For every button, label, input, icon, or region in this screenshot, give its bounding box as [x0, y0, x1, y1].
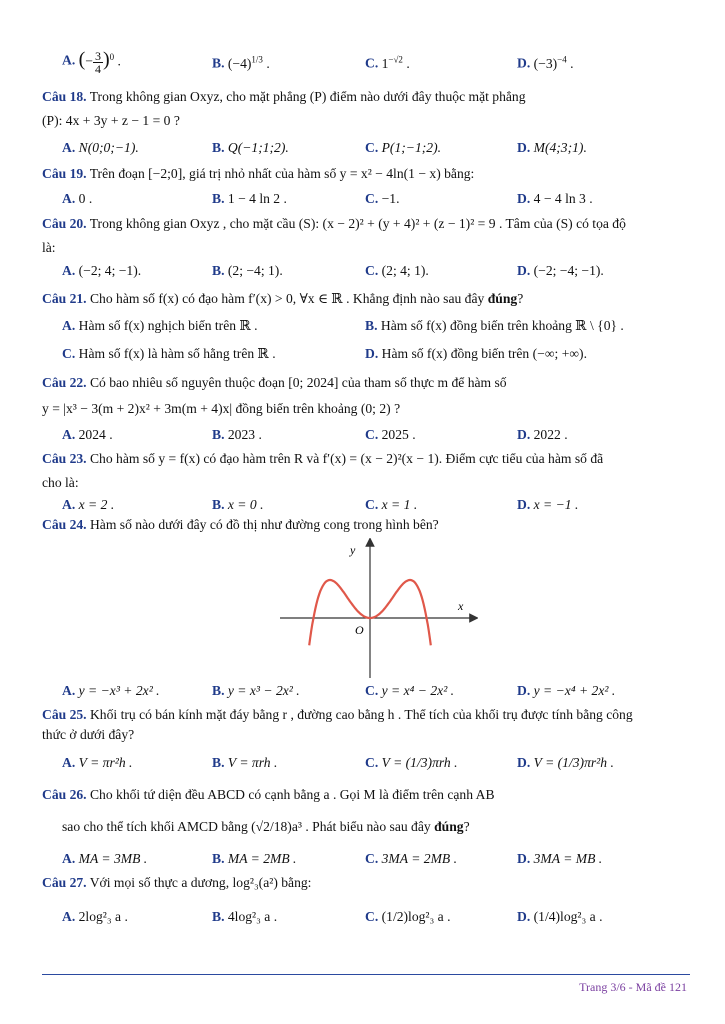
- q24-stem: Câu 24. Hàm số nào dưới đây có đồ thị như đường cong trong hình bên?: [42, 517, 439, 532]
- q22-option-b[interactable]: B. 2023 .: [212, 427, 262, 442]
- q21-option-c[interactable]: C. Hàm số f(x) là hàm số hằng trên ℝ .: [62, 346, 276, 361]
- q17-option-b[interactable]: B. $(-4)^{1/3}$ .: [212, 54, 270, 71]
- q20-stem-2: là:: [42, 240, 56, 255]
- y-axis-label: y: [350, 543, 356, 557]
- q18-option-a[interactable]: A. N(0;0;−1).: [62, 140, 139, 155]
- page-footer: Trang 3/6 - Mã đề 121: [579, 980, 687, 994]
- q26-option-b[interactable]: B. MA = 2MB .: [212, 851, 297, 866]
- q20-stem: Câu 20. Trong không gian Oxyz , cho mặt cầu (S): (x − 2)² + (y + 4)² + (z − 1)² = 9 . Tâm của (S) có tọa độ: [42, 216, 626, 231]
- q18-stem: Câu 18. Trong không gian Oxyz, cho mặt phẳng (P) điểm nào dưới đây thuộc mặt phẳng: [42, 89, 526, 104]
- q22-stem: Câu 22. Có bao nhiêu số nguyên thuộc đoạn [0; 2024] của tham số thực m để hàm số: [42, 375, 507, 390]
- q23-option-b[interactable]: B. x = 0 .: [212, 497, 264, 512]
- q24-graph: [278, 538, 478, 680]
- q23-option-d[interactable]: D. x = −1 .: [517, 497, 579, 512]
- origin-label: O: [355, 623, 364, 637]
- q19-option-a[interactable]: A. 0 .: [62, 191, 93, 206]
- q20-option-a[interactable]: A. (−2; 4; −1).: [62, 263, 142, 278]
- q20-option-d[interactable]: D. (−2; −4; −1).: [517, 263, 604, 278]
- q26-stem: Câu 26. Cho khối tứ diện đều ABCD có cạnh bằng a . Gọi M là điểm trên cạnh AB: [42, 787, 495, 802]
- q26-option-a[interactable]: A. MA = 3MB .: [62, 851, 148, 866]
- q24-option-b[interactable]: B. y = x³ − 2x² .: [212, 683, 300, 698]
- q22-option-d[interactable]: D. 2022 .: [517, 427, 568, 442]
- q22-stem-2: y = |x³ − 3(m + 2)x² + 3m(m + 4)x| đồng biến trên khoảng (0; 2) ?: [42, 401, 401, 416]
- q26-option-d[interactable]: D. 3MA = MB .: [517, 851, 603, 866]
- q25-option-d[interactable]: D. V = (1/3)πr²h .: [517, 755, 614, 770]
- q23-option-c[interactable]: C. x = 1 .: [365, 497, 418, 512]
- q23-stem: Câu 23. Cho hàm số y = f(x) có đạo hàm trên R và f′(x) = (x − 2)²(x − 1). Điểm cực tiểu của hàm số đã: [42, 451, 604, 466]
- q25-option-a[interactable]: A. V = πr²h .: [62, 755, 133, 770]
- q21-stem: Câu 21. Cho hàm số f(x) có đạo hàm f′(x) > 0, ∀x ∈ ℝ . Khẳng định nào sau đây đúng?: [42, 291, 524, 306]
- q21-option-b[interactable]: B. Hàm số f(x) đồng biến trên khoảng ℝ \ {0} .: [365, 318, 624, 333]
- q23-stem-2: cho là:: [42, 475, 79, 490]
- x-axis-label: x: [458, 599, 464, 613]
- q17-option-c[interactable]: C. $1^{-√2}$ .: [365, 54, 410, 71]
- q25-option-c[interactable]: C. V = (1/3)πrh .: [365, 755, 458, 770]
- q24-option-a[interactable]: A. y = −x³ + 2x² .: [62, 683, 160, 698]
- q20-option-b[interactable]: B. (2; −4; 1).: [212, 263, 283, 278]
- q17-option-a-text: (− $\frac{3}{4}$ )$^0$ .: [78, 48, 121, 76]
- q19-option-b[interactable]: B. 1 − 4 ln 2 .: [212, 191, 287, 206]
- q26-option-c[interactable]: C. 3MA = 2MB .: [365, 851, 457, 866]
- q25-stem-2: thức ở dưới đây?: [42, 727, 135, 742]
- q27-option-b[interactable]: B. 4log²₃ a .: [212, 909, 278, 924]
- q19-option-c[interactable]: C. −1.: [365, 191, 400, 206]
- q26-stem-2: sao cho thể tích khối AMCD bằng (√2/18)a³ . Phát biểu nào sau đây đúng?: [62, 819, 470, 834]
- q19-stem: Câu 19. Trên đoạn [−2;0], giá trị nhỏ nhất của hàm số y = x² − 4ln(1 − x) bằng:: [42, 166, 475, 181]
- q27-option-a[interactable]: A. 2log²₃ a .: [62, 909, 128, 924]
- q18-stem-2: (P): 4x + 3y + z − 1 = 0 ?: [42, 113, 180, 128]
- q27-option-c[interactable]: C. (1/2)log²₃ a .: [365, 909, 451, 924]
- footer-divider: [42, 974, 690, 975]
- q17-option-d[interactable]: D. $(-3)^{-4}$ .: [517, 54, 574, 71]
- q27-option-d[interactable]: D. (1/4)log²₃ a .: [517, 909, 603, 924]
- q25-stem: Câu 25. Khối trụ có bán kính mặt đáy bằng r , đường cao bằng h . Thể tích của khối trụ được tính bằng công: [42, 707, 633, 722]
- q22-option-c[interactable]: C. 2025 .: [365, 427, 416, 442]
- q19-option-d[interactable]: D. 4 − 4 ln 3 .: [517, 191, 593, 206]
- q24-option-c[interactable]: C. y = x⁴ − 2x² .: [365, 683, 455, 698]
- q23-option-a[interactable]: A. x = 2 .: [62, 497, 115, 512]
- q17-option-a[interactable]: A. (− $\frac{3}{4}$ )$^0$ .: [62, 48, 121, 76]
- q27-stem: Câu 27. Với mọi số thực a dương, log²₃(a²) bằng:: [42, 875, 312, 890]
- q20-option-c[interactable]: C. (2; 4; 1).: [365, 263, 429, 278]
- q21-option-a[interactable]: A. Hàm số f(x) nghịch biến trên ℝ .: [62, 318, 258, 333]
- q22-option-a[interactable]: A. 2024 .: [62, 427, 113, 442]
- q24-option-d[interactable]: D. y = −x⁴ + 2x² .: [517, 683, 616, 698]
- q18-option-b[interactable]: B. Q(−1;1;2).: [212, 140, 289, 155]
- q25-option-b[interactable]: B. V = πrh .: [212, 755, 278, 770]
- q18-option-d[interactable]: D. M(4;3;1).: [517, 140, 587, 155]
- q18-option-c[interactable]: C. P(1;−1;2).: [365, 140, 441, 155]
- q21-option-d[interactable]: D. Hàm số f(x) đồng biến trên (−∞; +∞).: [365, 346, 587, 361]
